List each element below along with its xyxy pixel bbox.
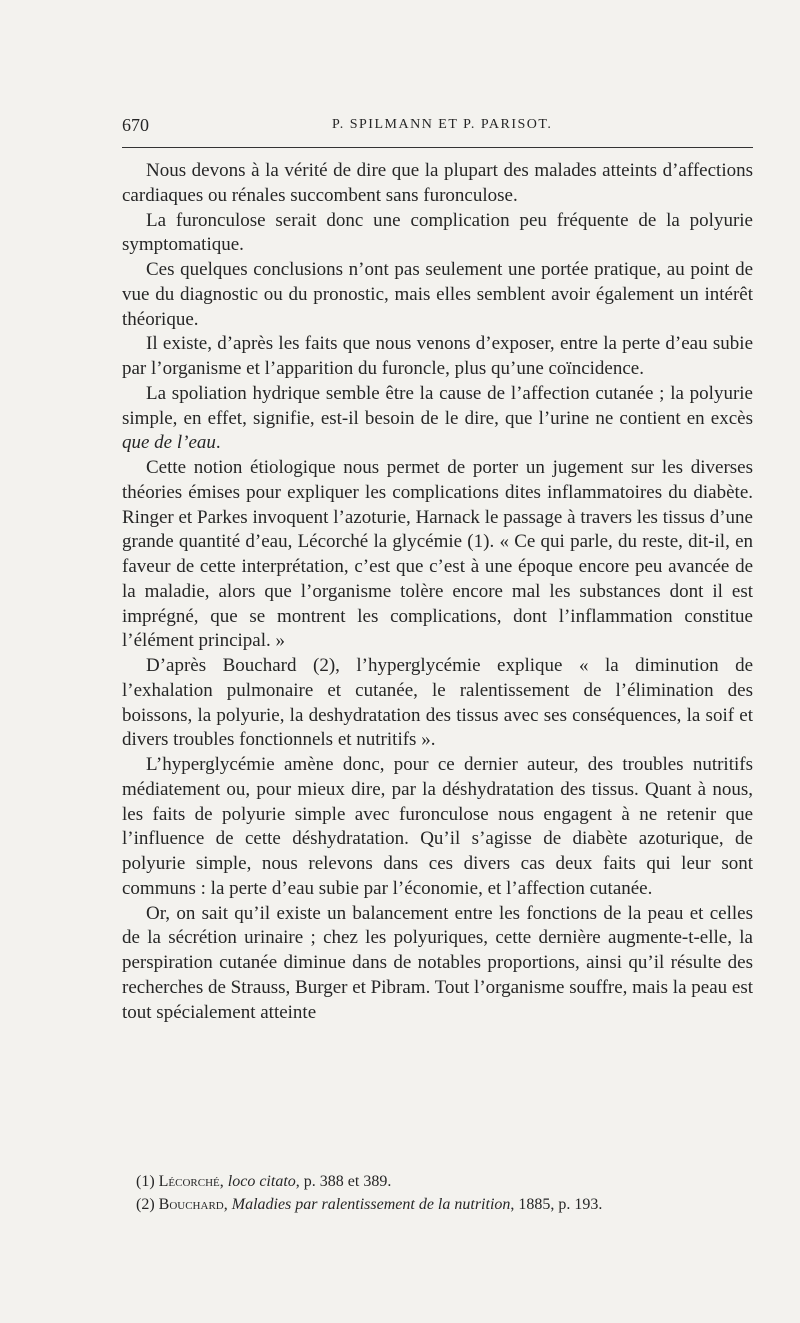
running-head-title: P. SPILMANN ET P. PARISOT. [332, 117, 553, 132]
paragraph [122, 382, 753, 456]
paragraph: Or, on sait qu’il existe un balancement entre les fonctions de la peau et celles de la sécrétion urinaire ; chez les polyuriques, cette dernière augmente-t-elle, la perspiration cutanée diminue dans de notables proportions, ainsi qu’il résulte des recherches de Strauss, Burger et Pibram. Tout l’organisme souffre, mais la peau est tout spécialement atteinte [122, 902, 753, 1023]
footnote-author: Bouchard [158, 1196, 224, 1213]
paragraph: Cette notion étiologique nous permet de porter un jugement sur les diverses théories émises pour expliquer les complications dites inflammatoires du diabète. Ringer et Parkes invoquent l’azoturie, Harnack le passage à travers les tissus d’une grande quantité d’eau, Lécorché la glycémie (1). « Ce qui parle, du reste, dit-il, en faveur de cette interprétation, c’est que c’est à une époque encore peu avancée de la maladie, alors que l’organisme tolère encore mal les substances dont il est imprégné, que se montrent les complications, dont l’inflammation constitue l’élément principal. » [122, 457, 753, 652]
footnotes [122, 1170, 753, 1216]
page-number: 670 [122, 115, 149, 135]
paragraph: Il existe, d’après les faits que nous venons d’exposer, entre la perte d’eau subie par l’organisme et l’apparition du furoncle, plus qu’une coïncidence. [122, 333, 753, 379]
paragraph-text: La spoliation hydrique semble être la cause de l’affection cutanée ; la polyurie simple, en effet, signifie, est-il besoin de le dire, que l’urine ne contient en excès [122, 382, 753, 429]
paragraph: L’hyperglycémie amène donc, pour ce dernier auteur, des troubles nutritifs médiatement ou, pour mieux dire, par la déshydratation des tissus. Quant à nous, les faits de polyurie simple avec furonculose nous engagent à ne retenir que l’influence de cette déshydratation. Qu’il s’agisse de diabète azoturique, de polyurie simple, nous relevons dans ces divers cas deux faits qui leur sont communs : la perte d’eau subie par l’économie, et l’affection cutanée. [122, 754, 753, 899]
paragraph: D’après Bouchard (2), l’hyperglycémie explique « la diminution de l’exhalation pulmonaire et cutanée, le ralentissement de l’élimination des boissons, la polyurie, la deshydratation des tissus avec ses conséquences, la soif et divers troubles fonctionnels et nutritifs ». [122, 655, 753, 751]
footnote-work: Maladies par ralentissement de la nutrition [231, 1196, 511, 1213]
footnote-marker: (1) [136, 1173, 155, 1190]
footnote-work: loco citato [227, 1173, 296, 1190]
footnote: (2) Bouchard, Maladies par ralentissement de la nutrition, 1885, p. 193. [136, 1196, 603, 1213]
body-text [122, 159, 753, 1025]
paragraph: La furonculose serait donc une complication peu fréquente de la polyurie symptomatique. [122, 209, 753, 256]
footnote-author: Lécorché [158, 1173, 220, 1190]
footnote-marker: (2) [136, 1196, 155, 1213]
footnote-rest: , p. 388 et 389. [295, 1173, 392, 1190]
paragraph: Nous devons à la vérité de dire que la plupart des malades atteints d’affections cardiaques ou rénales succombent sans furonculose. [122, 160, 753, 206]
paragraph: Ces quelques conclusions n’ont pas seulement une portée pratique, au point de vue du diagnostic ou du pronostic, mais elles semblent avoir également un intérêt théorique. [122, 259, 753, 330]
footnote-rest: , 1885, p. 193. [510, 1196, 603, 1213]
paragraph-text: . [215, 432, 221, 454]
header-rule [122, 147, 753, 148]
emphasis-text: que de l’eau [122, 432, 216, 454]
footnote: (1) Lécorché, loco citato, p. 388 et 389. [136, 1173, 392, 1190]
